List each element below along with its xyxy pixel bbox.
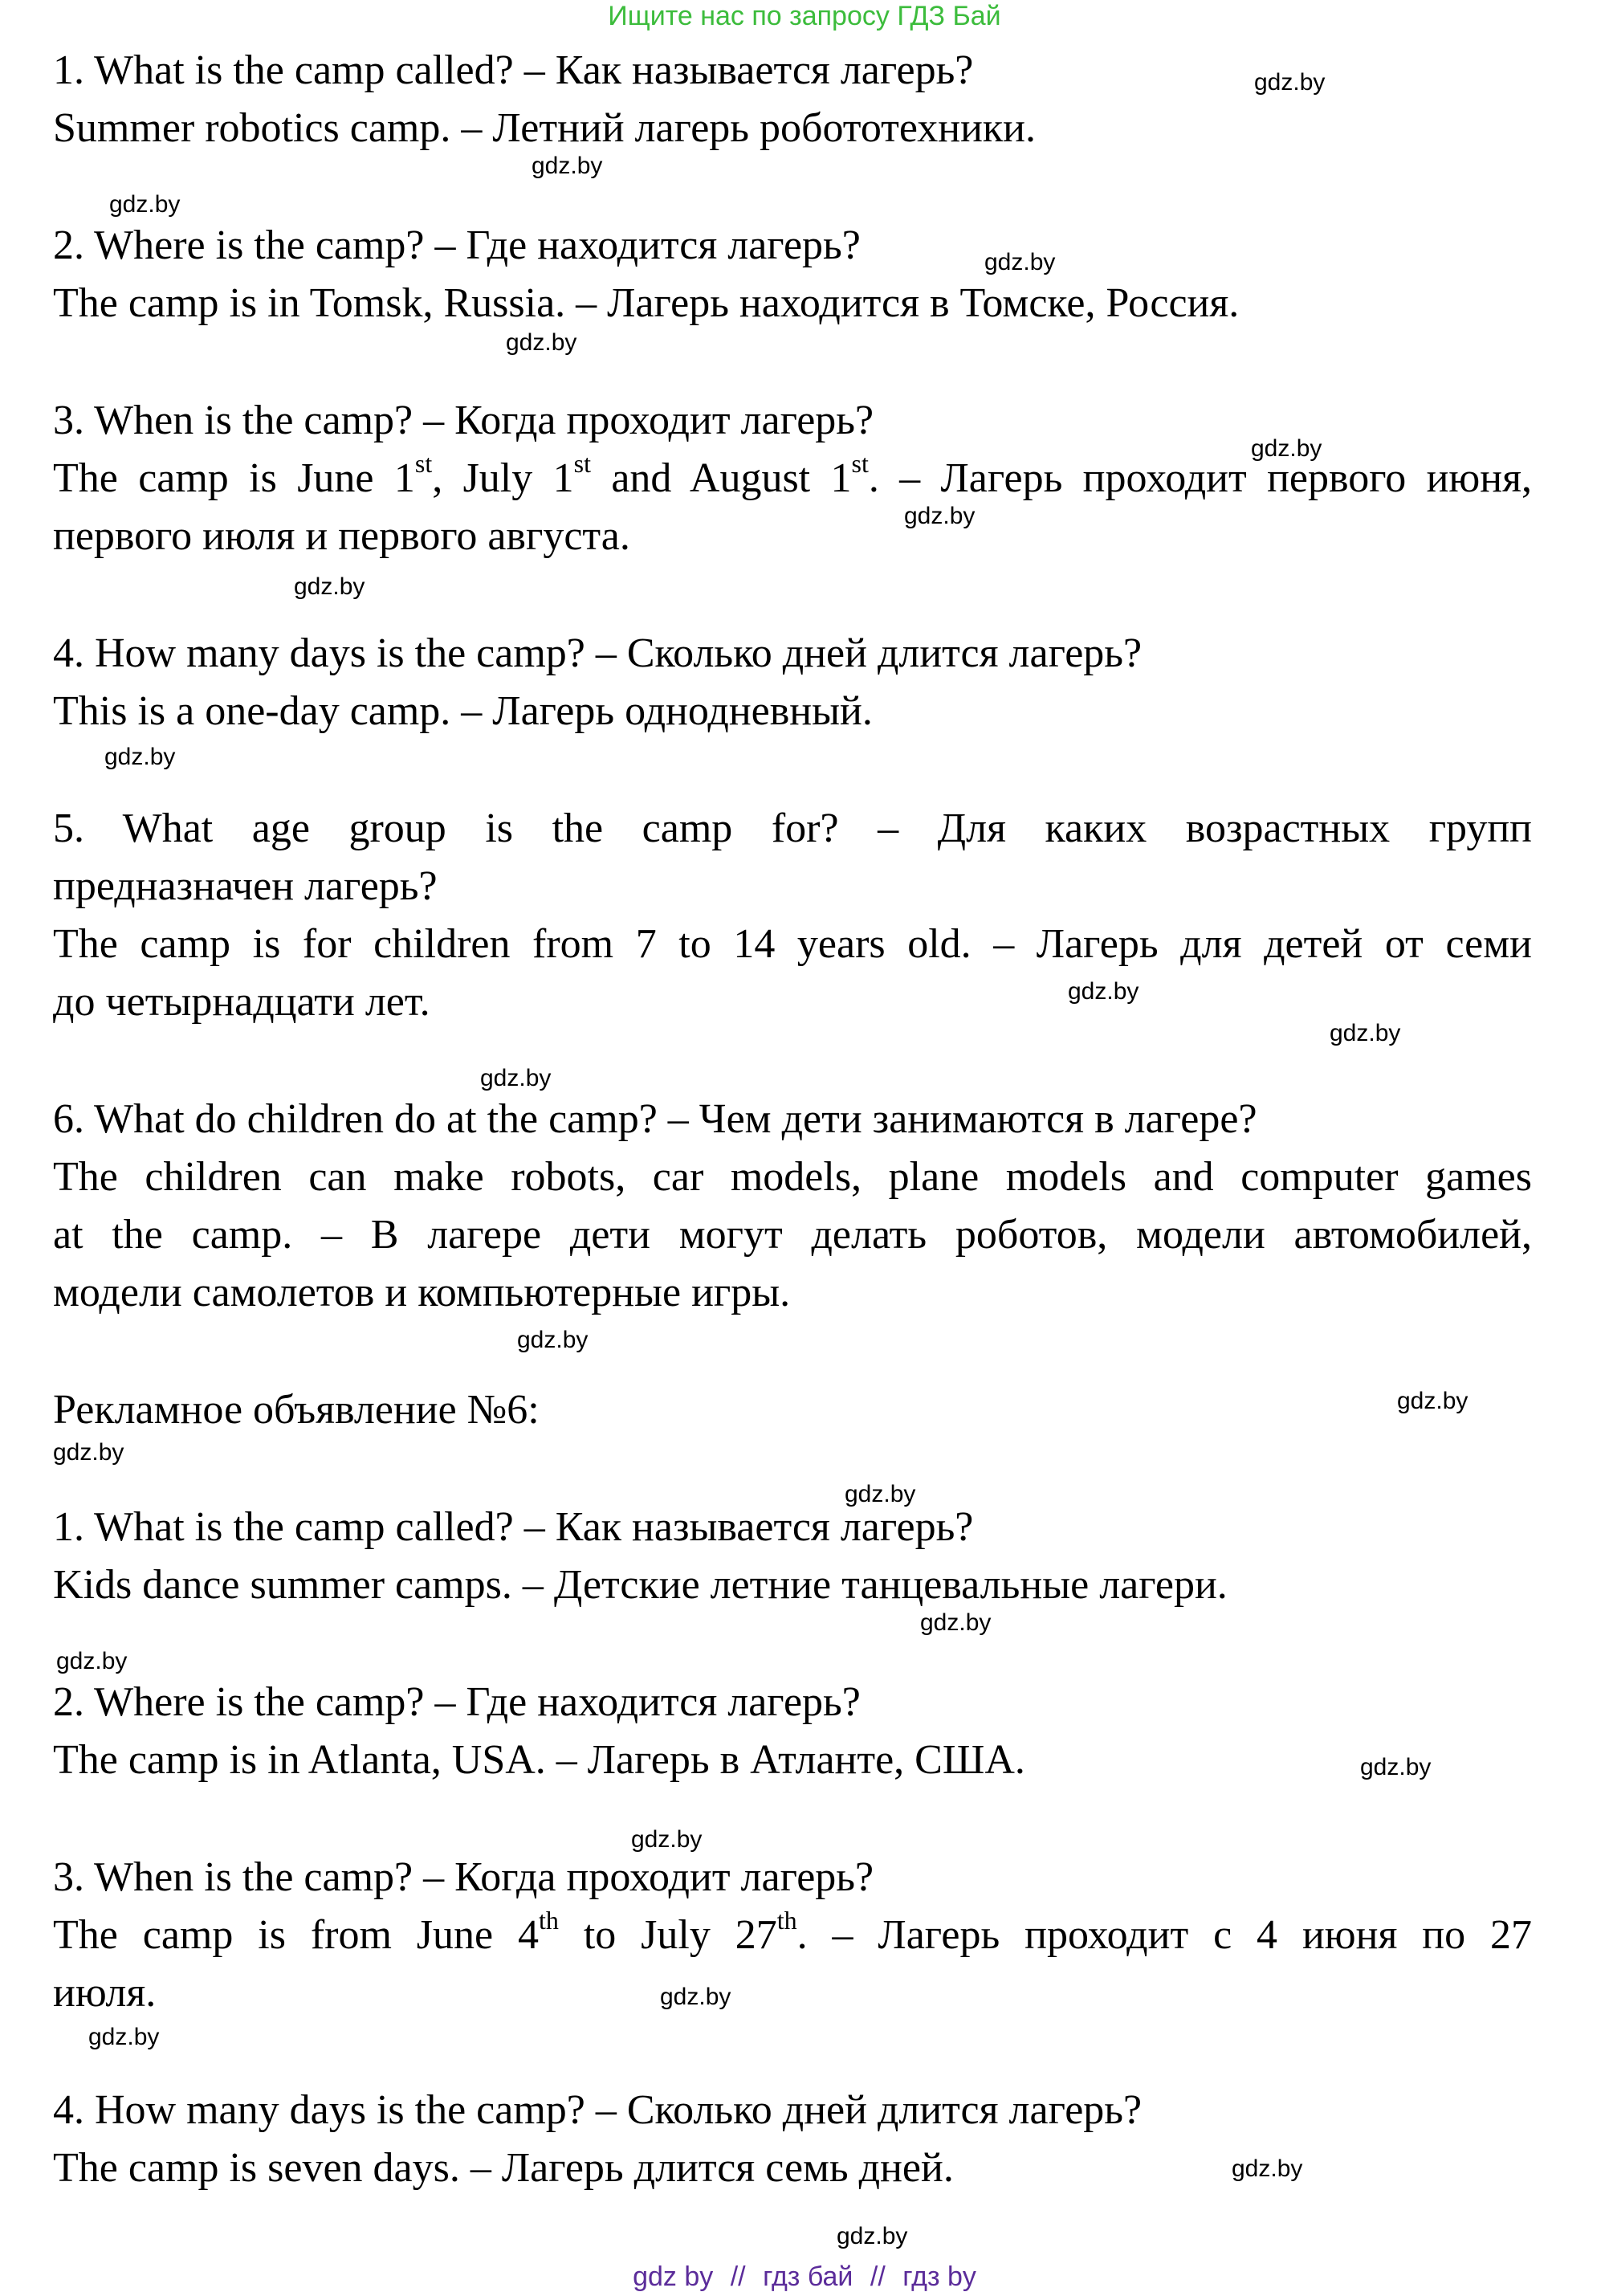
watermark: gdz.by xyxy=(1360,1754,1432,1780)
answer-6-line: The children can make robots, car models, plane models and computer games xyxy=(53,1154,1532,1200)
question-6-line: 6. What do children do at the camp? – Чем дети занимаются в лагере? xyxy=(53,1096,1257,1142)
watermark: gdz.by xyxy=(506,329,577,356)
question-1b-line: 1. What is the camp called? – Как называется лагерь? xyxy=(53,1504,974,1550)
watermark: gdz.by xyxy=(1068,978,1139,1005)
question-4b-line: 4. How many days is the camp? – Сколько дней длится лагерь? xyxy=(53,2087,1143,2133)
answer-3b-line-cont: июля. xyxy=(53,1970,157,2016)
watermark: gdz.by xyxy=(532,153,603,179)
watermark: gdz.by xyxy=(517,1327,589,1353)
section-heading: Рекламное объявление №6: xyxy=(53,1387,540,1433)
question-1-line: 1. What is the camp called? – Как называется лагерь? xyxy=(53,47,974,93)
question-3-line: 3. When is the camp? – Когда проходит лагерь? xyxy=(53,398,874,443)
watermark: gdz.by xyxy=(480,1065,552,1091)
answer-6-line-cont: at the camp. – В лагере дети могут делать роботов, модели автомобилей, xyxy=(53,1212,1532,1258)
watermark: gdz.by xyxy=(904,503,976,529)
watermark: gdz.by xyxy=(1251,435,1322,462)
footer-link-gdz-by-cyr[interactable]: гдз by xyxy=(902,2261,976,2292)
watermark: gdz.by xyxy=(920,1609,992,1636)
answer-4-line: This is a one-day camp. – Лагерь однодневный. xyxy=(53,688,873,734)
answer-5-line: The camp is for children from 7 to 14 years old. – Лагерь для детей от семи xyxy=(53,921,1532,967)
watermark: gdz.by xyxy=(660,1984,731,2010)
answer-4b-line: The camp is seven days. – Лагерь длится семь дней. xyxy=(53,2145,954,2191)
answer-2b-line: The camp is in Atlanta, USA. – Лагерь в Атланте, США. xyxy=(53,1737,1025,1783)
watermark: gdz.by xyxy=(1254,69,1326,96)
footer-separator: // xyxy=(870,2261,886,2292)
answer-5-line-cont: до четырнадцати лет. xyxy=(53,979,430,1025)
watermark: gdz.by xyxy=(1232,2155,1303,2182)
answer-1-line: Summer robotics camp. – Летний лагерь робототехники. xyxy=(53,105,1037,151)
top-banner: Ищите нас по запросу ГДЗ Бай xyxy=(608,1,1001,31)
watermark: gdz.by xyxy=(88,2024,160,2050)
answer-3-line: The camp is June 1st, July 1st and August 1st. – Лагерь проходит первого июня, xyxy=(53,448,1533,501)
watermark: gdz.by xyxy=(631,1826,703,1853)
answer-3-line-cont: первого июля и первого августа. xyxy=(53,513,630,559)
watermark: gdz.by xyxy=(53,1439,124,1466)
question-3b-line: 3. When is the camp? – Когда проходит лагерь? xyxy=(53,1854,874,1900)
footer-link-gdz-by[interactable]: gdz by xyxy=(633,2261,714,2292)
question-2b-line: 2. Where is the camp? – Где находится лагерь? xyxy=(53,1679,861,1725)
answer-1b-line: Kids dance summer camps. – Детские летние танцевальные лагери. xyxy=(53,1562,1228,1608)
watermark: gdz.by xyxy=(845,1481,916,1507)
watermark: gdz.by xyxy=(56,1648,128,1674)
watermark: gdz.by xyxy=(837,2223,908,2249)
watermark: gdz.by xyxy=(294,573,365,600)
question-2-line: 2. Where is the camp? – Где находится лагерь? xyxy=(53,222,861,268)
answer-3b-line: The camp is from June 4th to July 27th. – Лагерь проходит с 4 июня по 27 xyxy=(53,1905,1532,1958)
question-5-line-cont: предназначен лагерь? xyxy=(53,863,438,909)
footer-link-gdz-bai[interactable]: гдз бай xyxy=(763,2261,853,2292)
watermark: gdz.by xyxy=(1397,1388,1468,1414)
answer-6-line-end: модели самолетов и компьютерные игры. xyxy=(53,1270,791,1315)
watermark: gdz.by xyxy=(109,191,181,218)
watermark: gdz.by xyxy=(1330,1020,1401,1046)
question-5-line: 5. What age group is the camp for? – Для каких возрастных групп xyxy=(53,805,1532,851)
watermark: gdz.by xyxy=(104,744,176,770)
footer xyxy=(0,2261,1609,2293)
question-4-line: 4. How many days is the camp? – Сколько дней длится лагерь? xyxy=(53,630,1143,676)
answer-2-line: The camp is in Tomsk, Russia. – Лагерь находится в Томске, Россия. xyxy=(53,280,1240,326)
watermark: gdz.by xyxy=(984,249,1056,275)
footer-separator: // xyxy=(730,2261,746,2292)
